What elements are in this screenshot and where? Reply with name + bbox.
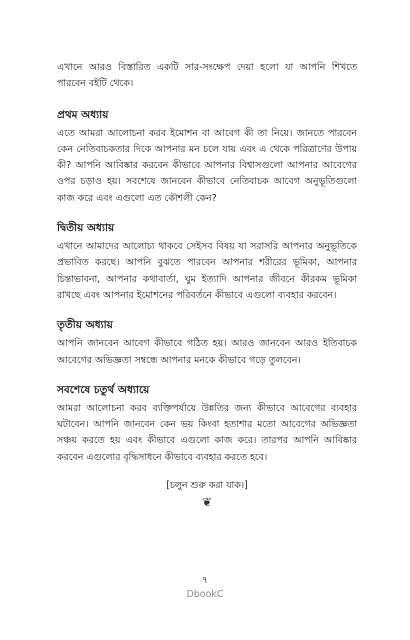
chapter-2-heading: দ্বিতীয় অধ্যায় [57,222,115,235]
watermark-text: DbookC [186,589,224,600]
chapter-2-section [57,220,357,304]
chapter-4-section [57,382,357,466]
chapter-3-section [57,317,357,369]
intro-paragraph: এখানে আরও বিস্তারিত একটি সার-সংক্ষেপ দেয়া হলো যা আপনি শিখতে পারবেন বইটি থেকে। [57,62,357,90]
chapter-3-summary: আপনি জানবেন আবেগ কীভাবে গঠিত হয়। আরও জানবেন আরও ইতিবাচক আবেগের অভিজ্ঞতা সম্বন্ধে আপনার মনকে কীভাবে গড়ে তুলবেন। [57,338,357,366]
chapter-2-summary: এখানে আমাদের আলোচ্য থাকবে সেইসব বিষয় যা সরাসরি আপনার অনুভূতিকে প্রভাবিত করছে। আপনি বুঝতে পারবেন আপনার শরীরের ভূমিকা, আপনার চিন্তাভাবনা, আপনার কথাবার্তা, ঘুম ইত্যাদি আপনার জীবনে কীরকম ভূমিকা রাখছে এবং আপনার ইমোশনের পরিবর্তনে কীভাবে এগুলো ব্যবহার করবেন। [57,241,357,301]
chapter-3-heading: তৃতীয় অধ্যায় [57,319,113,332]
flourish-ornament-icon: ❦ [201,495,213,510]
book-page-body [57,60,357,509]
chapter-1-section [57,107,357,207]
chapter-1-summary: এতে আমরা আলোচনা করব ইমোশন বা আবেগ কী তা নিয়ে। জানতে পারবেন কেন নেতিবাচকতার দিকে আপনার মন চলে যায় এবং এ থেকে পরিত্রাণের উপায় কী? আপনি আবিষ্কার করবেন কীভাবে আপনার বিশ্বাসগুলো আপনার আবেগের ওপর চড়াও হয়। সবশেষে জানবেন কীভাবে নেতিবাচক আবেগ অনুভূতিগুলো কাজ করে এবং এগুলো এত কৌশলী কেন? [57,127,357,204]
page-number: ৭ [201,575,209,586]
chapter-4-heading: সবশেষে চতুর্থ অধ্যায়ে [57,383,150,396]
closing-line: [চলুন শুরু করা যাক।] [166,480,248,492]
chapter-4-summary: আমরা আলোচনা করব ব্যক্তিপর্যায়ে উন্নতির জন্য কীভাবে আবেগের ব্যবহার ঘটাবেন। আপনি জানবেন কেন ভয় কিংবা হতাশার মতো আবেগের অভিজ্ঞতা সঞ্চয় করতে হয় এবং কীভাবে এগুলো কাজ করে। তারপর আপনি আবিষ্কার করবেন এগুলোর বৃদ্ধিসাধনে কীভাবে ব্যবহার করতে হবে। [57,402,357,463]
chapter-1-heading: প্রথম অধ্যায় [57,108,109,121]
